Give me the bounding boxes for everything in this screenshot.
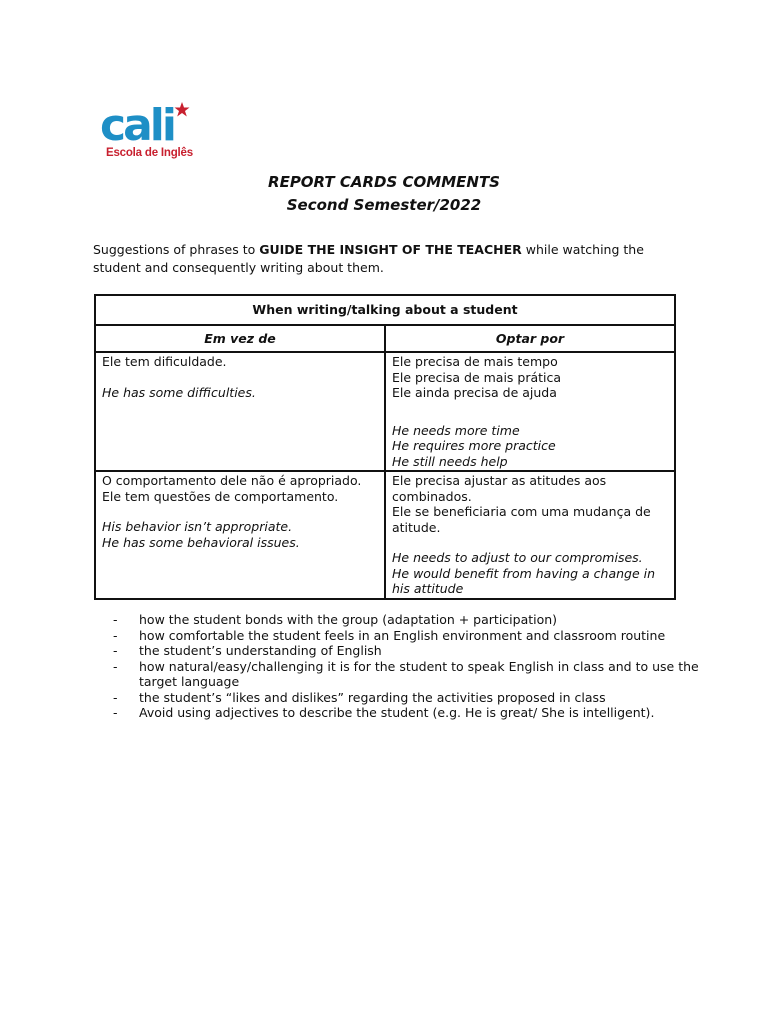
intro-emphasis: GUIDE THE INSIGHT OF THE TEACHER — [259, 242, 522, 257]
star-icon — [175, 102, 190, 117]
logo-word: cali — [100, 100, 174, 146]
bullet-dash: - — [113, 643, 118, 658]
list-item — [113, 705, 713, 721]
table-cell-avoid — [95, 471, 385, 599]
cell-line: O comportamento dele não é apropriado. — [102, 473, 362, 488]
list-item-text: the student’s understanding of English — [139, 643, 382, 658]
bullet-dash: - — [113, 689, 118, 705]
comparison-table — [94, 294, 676, 600]
intro-suffix: while watching the student and consequently writing about them. — [93, 242, 644, 275]
column-header-instead: Em vez de — [95, 325, 385, 353]
bullet-dash: - — [113, 627, 118, 643]
list-item — [113, 659, 699, 690]
guidance-list — [113, 612, 713, 721]
table-row — [95, 471, 675, 599]
cell-line: Ele se beneficiaria com uma mudança de — [392, 504, 651, 519]
cell-line: atitude. — [392, 519, 441, 535]
list-item — [113, 612, 713, 628]
column-header-prefer: Optar por — [385, 325, 675, 353]
cell-line: Ele ainda precisa de ajuda — [392, 385, 557, 400]
cell-line: Ele precisa de mais prática — [392, 369, 562, 385]
cell-line: He still needs help — [392, 453, 508, 469]
page-subtitle: Second Semester/2022 — [286, 196, 482, 214]
cell-line: Ele precisa ajustar as atitudes aos — [392, 473, 607, 488]
list-item-text: how the student bonds with the group (adaptation + participation) — [139, 612, 558, 627]
intro-prefix: Suggestions of phrases to — [93, 242, 260, 257]
list-item — [113, 628, 713, 644]
list-item-text: how natural/easy/challenging it is for the student to speak English in class and to use the target language — [139, 658, 699, 689]
logo-subtitle: Escola de Inglês — [106, 147, 193, 159]
list-item-text: the student’s “likes and dislikes” regarding the activities proposed in class — [139, 689, 606, 705]
bullet-dash: - — [113, 612, 118, 627]
list-item — [113, 643, 713, 659]
school-logo — [100, 100, 200, 166]
list-item-text: Avoid using adjectives to describe the student (e.g. He is great/ She is intelligent). — [139, 705, 655, 720]
cell-line: combinados. — [392, 488, 472, 504]
cell-line: He has some behavioral issues. — [102, 534, 300, 550]
list-item — [113, 690, 713, 706]
table-row — [95, 352, 675, 471]
cell-line: He requires more practice — [392, 438, 556, 453]
bullet-dash: - — [113, 658, 118, 674]
cell-line: He has some difficulties. — [102, 384, 256, 400]
intro-paragraph — [93, 241, 693, 277]
table-heading: When writing/talking about a student — [95, 295, 675, 325]
cell-line: Ele tem questões de comportamento. — [102, 488, 339, 504]
list-item-text: how comfortable the student feels in an English environment and classroom routine — [139, 627, 666, 643]
cell-line: Ele tem dificuldade. — [102, 354, 227, 369]
cell-line: He would benefit from having a change in — [392, 565, 656, 581]
cell-line: He needs to adjust to our compromises. — [392, 550, 643, 565]
table-cell-prefer — [385, 352, 675, 471]
page-title: REPORT CARDS COMMENTS — [268, 173, 500, 191]
table-cell-avoid — [95, 352, 385, 471]
bullet-dash: - — [113, 705, 118, 720]
cell-line: Ele precisa de mais tempo — [392, 354, 558, 369]
cell-line: He needs more time — [392, 422, 520, 438]
cali-logo-mark — [100, 100, 192, 146]
cell-line: His behavior isn’t appropriate. — [102, 519, 293, 534]
table-cell-prefer — [385, 471, 675, 599]
cell-line: his attitude — [392, 581, 464, 596]
